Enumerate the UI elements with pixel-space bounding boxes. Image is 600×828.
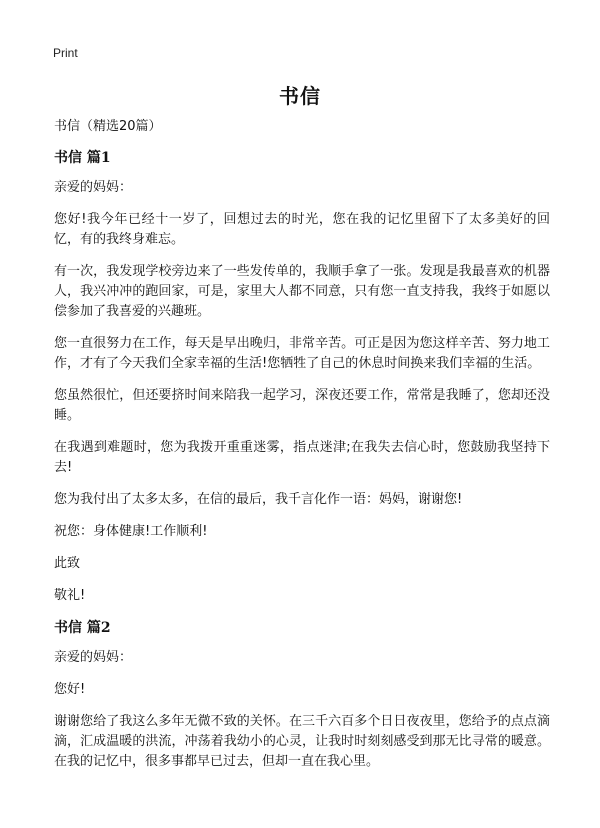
salutation: 亲爱的妈妈： bbox=[54, 650, 133, 665]
paragraph: 您好!我今年已经十一岁了，回想过去的时光，您在我的记忆里留下了太多美好的回忆，有的我终身难忘。 bbox=[54, 212, 550, 247]
salutation: 亲爱的妈妈： bbox=[54, 180, 133, 195]
section-heading: 书信 篇1 bbox=[54, 150, 111, 166]
paragraph: 有一次，我发现学校旁边来了一些发传单的，我顺手拿了一张。发现是我最喜欢的机器人，我兴冲冲的跑回家，可是，家里大人都不同意，只有您一直支持我，我终于如愿以偿参加了我喜爱的兴趣班。 bbox=[54, 264, 550, 319]
paragraph: 您虽然很忙，但还要挤时间来陪我一起学习，深夜还要工作，常常是我睡了，您却还没睡。 bbox=[54, 388, 550, 423]
closing-line: 此致 bbox=[54, 556, 81, 571]
paragraph: 在我遇到难题时，您为我拨开重重迷雾，指点迷津;在我失去信心时，您鼓励我坚持下去! bbox=[54, 440, 550, 475]
closing-salute: 敬礼! bbox=[54, 588, 86, 603]
document-subtitle: 书信（精选20篇） bbox=[54, 119, 162, 134]
letter-section-1 bbox=[54, 148, 550, 606]
document-body bbox=[54, 118, 550, 784]
page-title: 书信 bbox=[279, 84, 321, 108]
letter-section-2 bbox=[54, 618, 550, 772]
closing-wish: 祝您：身体健康!工作顺利! bbox=[54, 524, 208, 539]
print-link[interactable]: Print bbox=[53, 46, 78, 60]
paragraph: 您一直很努力在工作，每天是早出晚归，非常辛苦。可正是因为您这样辛苦、努力地工作，才有了今天我们全家幸福的生活!您牺牲了自己的休息时间换来我们幸福的生活。 bbox=[54, 336, 550, 371]
greeting: 您好! bbox=[54, 682, 86, 697]
section-heading: 书信 篇2 bbox=[54, 620, 111, 636]
paragraph: 谢谢您给了我这么多年无微不致的关怀。在三千六百多个日日夜夜里，您给予的点点滴滴，汇成温暖的洪流，冲荡着我幼小的心灵，让我时时刻刻感受到那无比寻常的暖意。在我的记忆中，很多事都早已过去，但却一直在我心里。 bbox=[54, 714, 550, 769]
paragraph: 您为我付出了太多太多，在信的最后，我千言化作一语：妈妈，谢谢您! bbox=[54, 492, 463, 507]
